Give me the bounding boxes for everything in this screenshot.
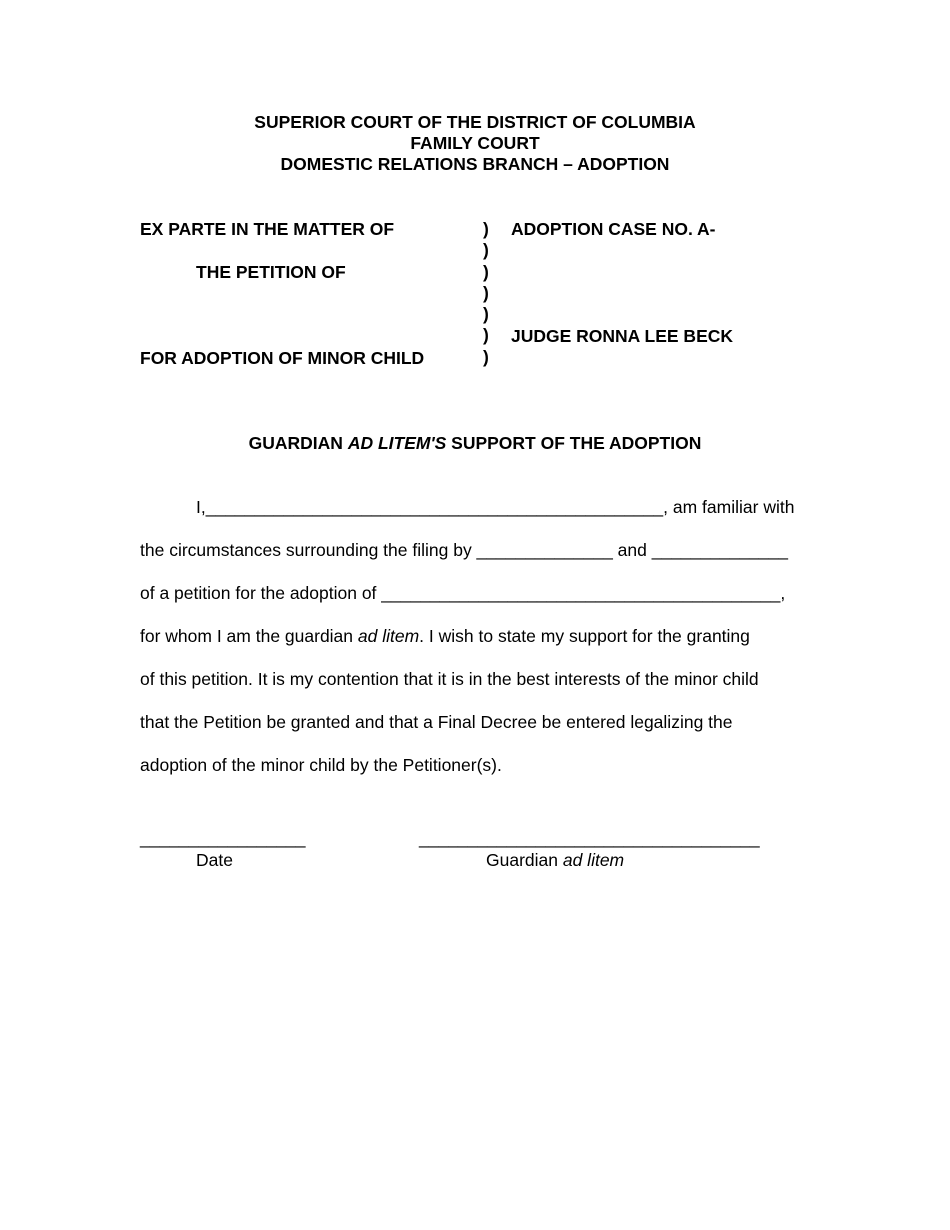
caption-paren: )	[483, 346, 489, 367]
body-line-7: adoption of the minor child by the Petitioner(s).	[140, 755, 502, 775]
document-title	[0, 433, 950, 454]
court-header	[0, 112, 950, 175]
guardian-label-text: Guardian	[486, 850, 563, 870]
body-line-6: that the Petition be granted and that a Final Decree be entered legalizing the	[140, 712, 733, 732]
body-text: . I wish to state my support for the granting	[419, 626, 750, 646]
body-text: for whom I am the guardian	[140, 626, 358, 646]
body-line-5: of this petition. It is my contention that it is in the best interests of the minor child	[140, 669, 759, 689]
title-italic-part: AD LITEM'S	[347, 433, 447, 453]
guardian-label-italic: ad litem	[562, 850, 625, 870]
body-line-1: I,_______________________________________________, am familiar with	[196, 497, 795, 517]
caption-paren: )	[483, 325, 489, 346]
date-signature-line: _________________	[140, 828, 306, 848]
caption-paren: )	[483, 282, 489, 303]
court-division: FAMILY COURT	[410, 133, 540, 153]
case-number: ADOPTION CASE NO. A-	[511, 219, 716, 239]
caption-paren: )	[483, 304, 489, 325]
judge-name: JUDGE RONNA LEE BECK	[511, 326, 734, 346]
caption-paren: )	[483, 219, 489, 239]
body-italic-text: ad litem	[357, 626, 420, 646]
caption-paren: )	[483, 261, 489, 282]
caption-paren: )	[483, 240, 489, 261]
court-branch: DOMESTIC RELATIONS BRANCH – ADOPTION	[280, 154, 670, 174]
title-part: SUPPORT OF THE ADOPTION	[446, 433, 702, 453]
date-label: Date	[196, 850, 233, 870]
guardian-label	[486, 850, 624, 871]
body-line-3: of a petition for the adoption of _________________________________________,	[140, 583, 786, 603]
caption-petition-of: THE PETITION OF	[196, 262, 346, 282]
caption-divider	[483, 219, 495, 368]
court-name: SUPERIOR COURT OF THE DISTRICT OF COLUMBIA	[254, 112, 696, 132]
title-part: GUARDIAN	[248, 433, 348, 453]
body-line-4	[140, 626, 750, 647]
guardian-signature-line: ___________________________________	[419, 828, 760, 848]
caption-matter: EX PARTE IN THE MATTER OF	[140, 219, 395, 239]
caption-for-adoption: FOR ADOPTION OF MINOR CHILD	[140, 348, 425, 368]
body-line-2: the circumstances surrounding the filing by ______________ and ______________	[140, 540, 788, 560]
